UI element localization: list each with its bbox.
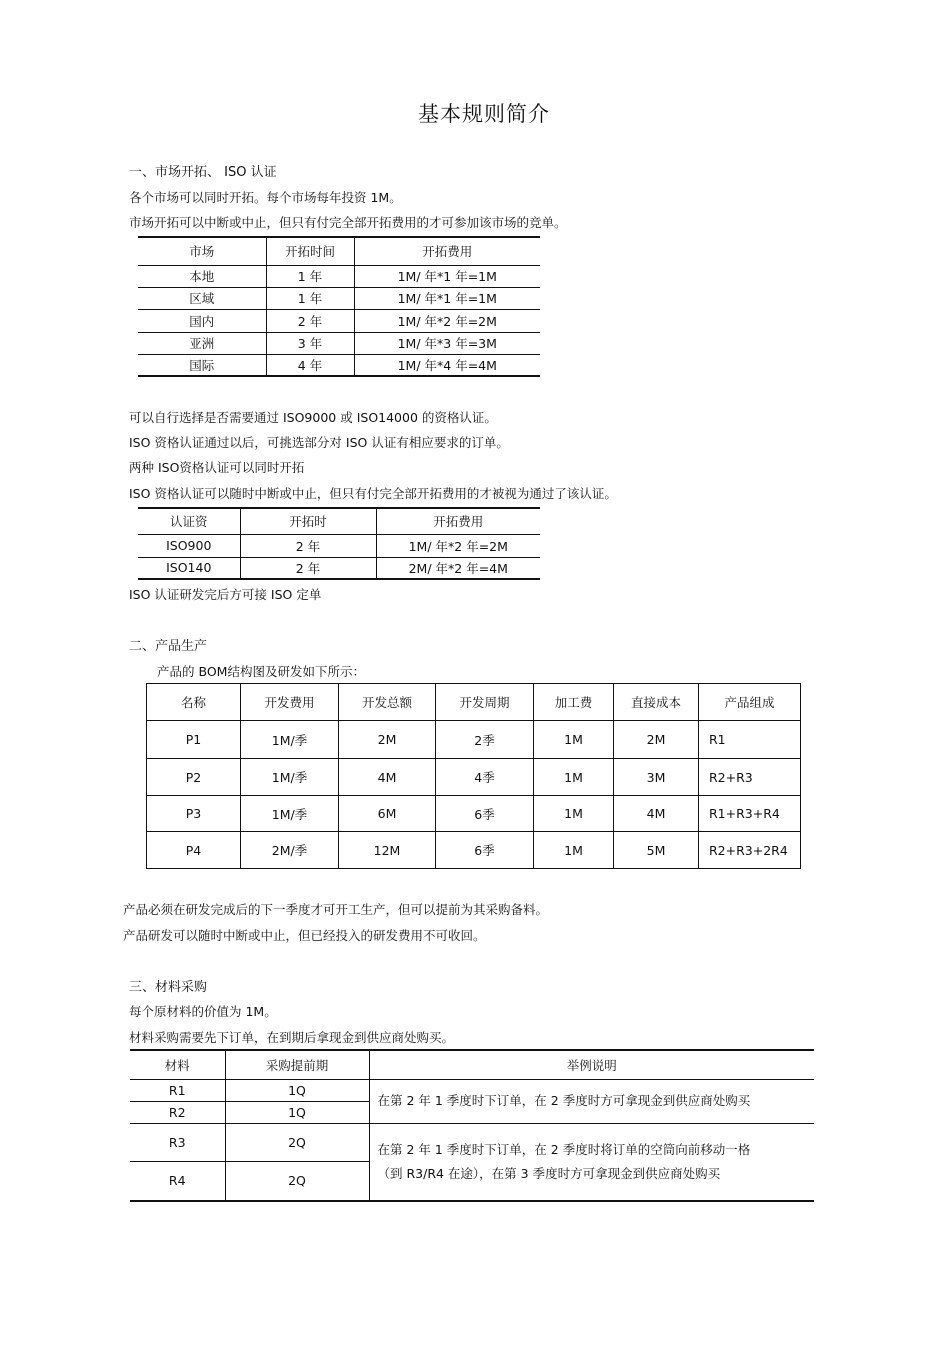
table-row xyxy=(130,1079,814,1101)
table-row xyxy=(147,796,801,832)
table-cell: 1M xyxy=(534,721,614,759)
table-row xyxy=(138,557,540,579)
paragraph: ISO 资格认证通过以后，可挑选部分对 ISO 认证有相应要求的订单。 xyxy=(129,435,509,450)
table-row xyxy=(138,309,540,332)
table-cell: 2 年 xyxy=(240,557,376,579)
column-header: 认证资 xyxy=(169,514,208,530)
table-cell: 1M/ 年*2 年=2M xyxy=(376,534,540,557)
paragraph: 各个市场可以同时开拓。每个市场每年投资 1M。 xyxy=(129,190,402,205)
table-cell: R3 xyxy=(130,1123,225,1161)
table-cell: 6季 xyxy=(436,796,534,832)
table-cell: 区域 xyxy=(138,287,266,309)
table-header-row xyxy=(138,237,540,265)
paragraph: 产品的 BOM结构图及研发如下所示： xyxy=(157,664,365,679)
table-row xyxy=(138,332,540,354)
table-cell: 本地 xyxy=(138,265,266,287)
table-cell: R1+R3+R4 xyxy=(699,796,801,832)
table-cell: 1 年 xyxy=(266,265,354,287)
table-cell-note xyxy=(369,1123,814,1201)
table-cell: 1 年 xyxy=(266,287,354,309)
table-cell: 6M xyxy=(339,796,436,832)
table-cell: R2+R3+2R4 xyxy=(699,832,801,869)
table-cell: 1Q xyxy=(225,1079,369,1101)
table-cell: 2 年 xyxy=(240,534,376,557)
column-header: 开发周期 xyxy=(436,684,534,721)
table-cell: 5M xyxy=(614,832,699,869)
paragraph: 可以自行选择是否需要通过 ISO9000 或 ISO14000 的资格认证。 xyxy=(129,410,497,425)
table-row xyxy=(138,265,540,287)
market-table xyxy=(138,236,540,377)
column-header: 举例说明 xyxy=(369,1050,814,1079)
column-header: 名称 xyxy=(147,684,241,721)
column-header: 开拓费用 xyxy=(354,237,540,265)
page-title: 基本规则简介 xyxy=(418,102,550,126)
table-row xyxy=(138,287,540,309)
table-cell: ISO140 xyxy=(138,557,240,579)
column-header: 加工费 xyxy=(534,684,614,721)
column-header: 市场 xyxy=(189,244,215,260)
column-header: 开拓时间 xyxy=(266,237,354,265)
table-cell: 4M xyxy=(339,759,436,796)
iso-table xyxy=(138,507,540,580)
table-cell: 3 年 xyxy=(266,332,354,354)
table-row xyxy=(147,721,801,759)
table-cell: 1M xyxy=(534,796,614,832)
table-cell: 1M/季 xyxy=(241,759,339,796)
column-header: 开拓费用 xyxy=(376,508,540,534)
paragraph: 产品研发可以随时中断或中止，但已经投入的研发费用不可收回。 xyxy=(123,928,486,943)
table-cell-note: 在第 2 年 1 季度时下订单，在 2 季度时方可拿现金到供应商处购买 xyxy=(369,1079,814,1123)
paragraph: 两种 ISO资格认证可以同时开拓 xyxy=(129,460,305,475)
table-cell: 4 年 xyxy=(266,354,354,376)
table-cell: R4 xyxy=(130,1161,225,1201)
section-heading-materials: 三、材料采购 xyxy=(129,980,208,995)
table-cell: 1Q xyxy=(225,1101,369,1123)
table-cell: 2Q xyxy=(225,1161,369,1201)
table-cell: 亚洲 xyxy=(138,332,266,354)
table-cell: R1 xyxy=(130,1079,225,1101)
table-row xyxy=(138,354,540,376)
table-cell: 2M xyxy=(339,721,436,759)
table-cell: P3 xyxy=(147,796,241,832)
table-cell: 1M/季 xyxy=(241,796,339,832)
paragraph: ISO 认证研发完后方可接 ISO 定单 xyxy=(129,587,322,602)
note-line: （到 R3/R4 在途），在第 3 季度时方可拿现金到供应商处购买 xyxy=(377,1165,721,1181)
column-header: 产品组成 xyxy=(699,684,801,721)
table-cell: P2 xyxy=(147,759,241,796)
paragraph: ISO 资格认证可以随时中断或中止，但只有付完全部开拓费用的才被视为通过了该认证。 xyxy=(129,486,617,501)
table-cell: 1M/ 年*2 年=2M xyxy=(354,309,540,332)
section-heading-production: 二、产品生产 xyxy=(129,639,208,654)
table-cell: R2 xyxy=(130,1101,225,1123)
table-cell: 2季 xyxy=(436,721,534,759)
column-header: 开拓时 xyxy=(240,508,376,534)
section-heading-market-iso: 一、市场开拓、 ISO 认证 xyxy=(129,165,277,180)
table-cell: 3M xyxy=(614,759,699,796)
table-cell: 1M/ 年*4 年=4M xyxy=(354,354,540,376)
column-header: 材料 xyxy=(164,1057,190,1073)
material-table xyxy=(130,1049,814,1202)
table-cell: R2+R3 xyxy=(699,759,801,796)
table-cell: 2Q xyxy=(225,1123,369,1161)
table-cell: ISO900 xyxy=(138,534,240,557)
column-header: 开发费用 xyxy=(241,684,339,721)
table-row xyxy=(147,832,801,869)
table-row xyxy=(138,534,540,557)
note-line: 在第 2 年 1 季度时下订单，在 2 季度时将订单的空筒向前移动一格 xyxy=(377,1141,751,1157)
table-cell: P1 xyxy=(147,721,241,759)
paragraph: 产品必须在研发完成后的下一季度才可开工生产，但可以提前为其采购备料。 xyxy=(123,902,549,917)
table-cell: 1M xyxy=(534,832,614,869)
table-header-row xyxy=(138,508,540,534)
table-cell: 1M xyxy=(534,759,614,796)
table-cell: 2M/ 年*2 年=4M xyxy=(376,557,540,579)
table-cell: 国内 xyxy=(138,309,266,332)
column-header: 采购提前期 xyxy=(225,1050,369,1079)
table-cell: R1 xyxy=(699,721,801,759)
table-cell: 12M xyxy=(339,832,436,869)
column-header: 直接成本 xyxy=(614,684,699,721)
paragraph: 材料采购需要先下订单，在到期后拿现金到供应商处购买。 xyxy=(129,1030,455,1045)
table-cell: 2M xyxy=(614,721,699,759)
table-cell: 4M xyxy=(614,796,699,832)
paragraph: 每个原材料的价值为 1M。 xyxy=(129,1004,277,1019)
table-row xyxy=(130,1123,814,1161)
product-table xyxy=(146,683,801,869)
table-header-row xyxy=(147,684,801,721)
table-cell: 2M/季 xyxy=(241,832,339,869)
table-header-row xyxy=(130,1050,814,1079)
table-cell: 1M/ 年*3 年=3M xyxy=(354,332,540,354)
table-cell: 1M/季 xyxy=(241,721,339,759)
table-cell: P4 xyxy=(147,832,241,869)
table-cell: 4季 xyxy=(436,759,534,796)
table-cell: 6季 xyxy=(436,832,534,869)
table-cell: 2 年 xyxy=(266,309,354,332)
column-header: 开发总额 xyxy=(339,684,436,721)
table-row xyxy=(147,759,801,796)
table-cell: 1M/ 年*1 年=1M xyxy=(354,265,540,287)
table-cell: 国际 xyxy=(138,354,266,376)
paragraph: 市场开拓可以中断或中止，但只有付完全部开拓费用的才可参加该市场的竞单。 xyxy=(129,215,567,230)
table-cell: 1M/ 年*1 年=1M xyxy=(354,287,540,309)
